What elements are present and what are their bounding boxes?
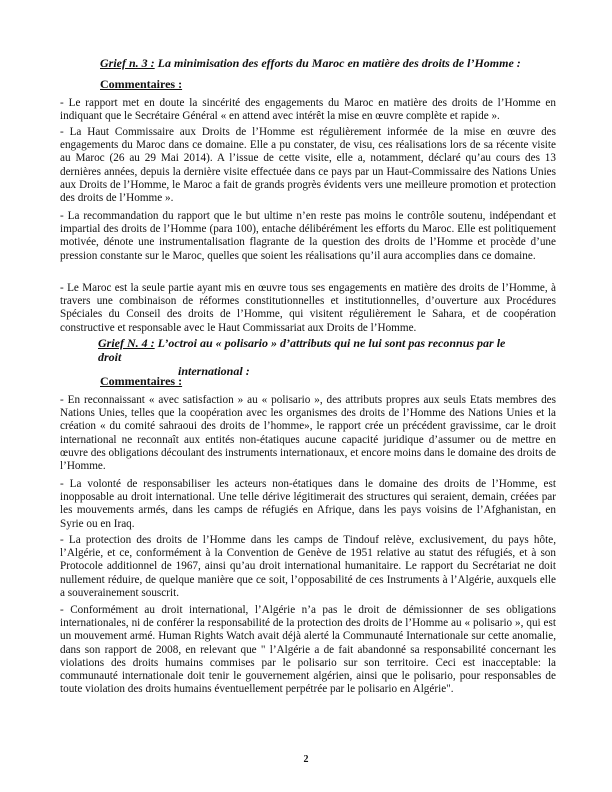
- page-number: 2: [303, 754, 309, 765]
- grief-4-title-cont: international :: [178, 364, 250, 378]
- paragraph-1-2: - La Haut Commissaire aux Droits de l’Homme est régulièrement informée de la mise en œuvre des engagements du Maroc dans ce domaine. Elle a pu constater, de visu, ces réalisations lors de sa récente visite au Maroc (26 au 29 Mai 2014). A l’issue de cette visite, elle a, notamment, déclaré qu’au cours des 13 dernières années, depuis la dernière visite effectuée dans ce pays par un Haut-Commissaire des Nations Unies aux Droits de l’Homme, le Maroc a fait de grands progrès évidents vers une meilleure promotion et protection des droits de l’Homme ».: [60, 126, 556, 205]
- grief-4-heading: [98, 336, 530, 378]
- grief-3-title: La minimisation des efforts du Maroc en matière des droits de l’Homme :: [157, 56, 521, 70]
- grief-4-label: Grief N. 4 :: [98, 336, 155, 350]
- grief-3-label: Grief n. 3 :: [100, 56, 155, 70]
- grief-3-heading: [100, 56, 540, 70]
- paragraph-2-4: - Conformément au droit international, l’Algérie n’a pas le droit de démissionner de ses obligations internationales, ni de conférer la responsabilité de la protection des droits de l’Homme au « polisario », qui est un mouvement armé. Human Rights Watch avait déjà alerté la Communauté Internationale sur cette anomalie, dans son rapport de 2008, en relevant que " l’Algérie a de fait abandonné sa responsabilité concernant les violations des droits humains commises par le polisario sur son territoire. Ceci est inacceptable: la communauté internationale doit tenir le gouvernement algérien, ainsi que le polisario, pour responsables de toute violation des droits humains éventuellement perpétrée par le polisario en Algérie".: [60, 604, 556, 696]
- paragraph-1-3: - La recommandation du rapport que le but ultime n’en reste pas moins le contrôle soutenu, indépendant et impartial des droits de l’Homme (para 100), entache délibérément les efforts du Maroc. Elle est politiquement motivée, dénote une instrumentalisation flagrante de la question des droits de l’Homme et procède d’une pression constante sur le Maroc, quelles que soient les réalisations qu’il aura accomplies dans ce domaine.: [60, 210, 556, 262]
- paragraph-2-2: - La volonté de responsabiliser les acteurs non-étatiques dans le domaine des droits de l’Homme, est inopposable au droit international. Une telle dérive légitimerait des structures qui seraient, demain, créées par les mouvements armés, dans les camps de réfugiés en Afrique, dans les pays voisins de l’Afghanistan, en Syrie ou en Iraq.: [60, 478, 556, 530]
- paragraph-1-1: - Le rapport met en doute la sincérité des engagements du Maroc en matière des droits de l’Homme en indiquant que le Secrétaire Général « en attend avec intérêt la mise en œuvre complète et rapide ».: [60, 97, 556, 123]
- commentaires-heading-1: Commentaires :: [100, 77, 183, 91]
- grief-4-title: L’octroi au « polisario » d’attributs qui ne lui sont pas reconnus par le droit: [98, 336, 506, 364]
- paragraph-1-4: - Le Maroc est la seule partie ayant mis en œuvre tous ses engagements en matière des droits de l’Homme, à travers une combinaison de réformes constitutionnelles et institutionnelles, d’ouverture aux Procédures Spéciales du Conseil des droits de l’Homme, qui visitent régulièrement le Sahara, et de coopération constructive et responsable avec le Haut Commissariat aux Droits de l’Homme.: [60, 282, 556, 334]
- paragraph-2-1: - En reconnaissant « avec satisfaction » au « polisario », des attributs propres aux seuls Etats membres des Nations Unies, telles que la coopération avec les organismes des droits de l’Homme des Nations Unies et la création « du comité sahraoui des droits de l’homme», le rapport crée un précédent gravissime, car le droit international ne reconnaît aux entités non-étatiques aucune capacité juridique d’assumer ou de mettre en œuvre des obligations découlant des instruments internationaux, et encore moins dans le domaine des droits de l’Homme.: [60, 394, 556, 473]
- paragraph-2-3: - La protection des droits de l’Homme dans les camps de Tindouf relève, exclusivement, du pays hôte, l’Algérie, et ce, conformément à la Convention de Genève de 1951 relative au statut des réfugiés, et à son Protocole additionnel de 1967, ainsi qu’au droit international humanitaire. Le rapport du Secrétariat ne doit nullement réduire, de quelque manière que ce soit, l’opposabilité de ces Instruments à l’Algérie, auxquels elle a souverainement souscrit.: [60, 534, 556, 599]
- commentaires-heading-2: Commentaires :: [100, 374, 183, 388]
